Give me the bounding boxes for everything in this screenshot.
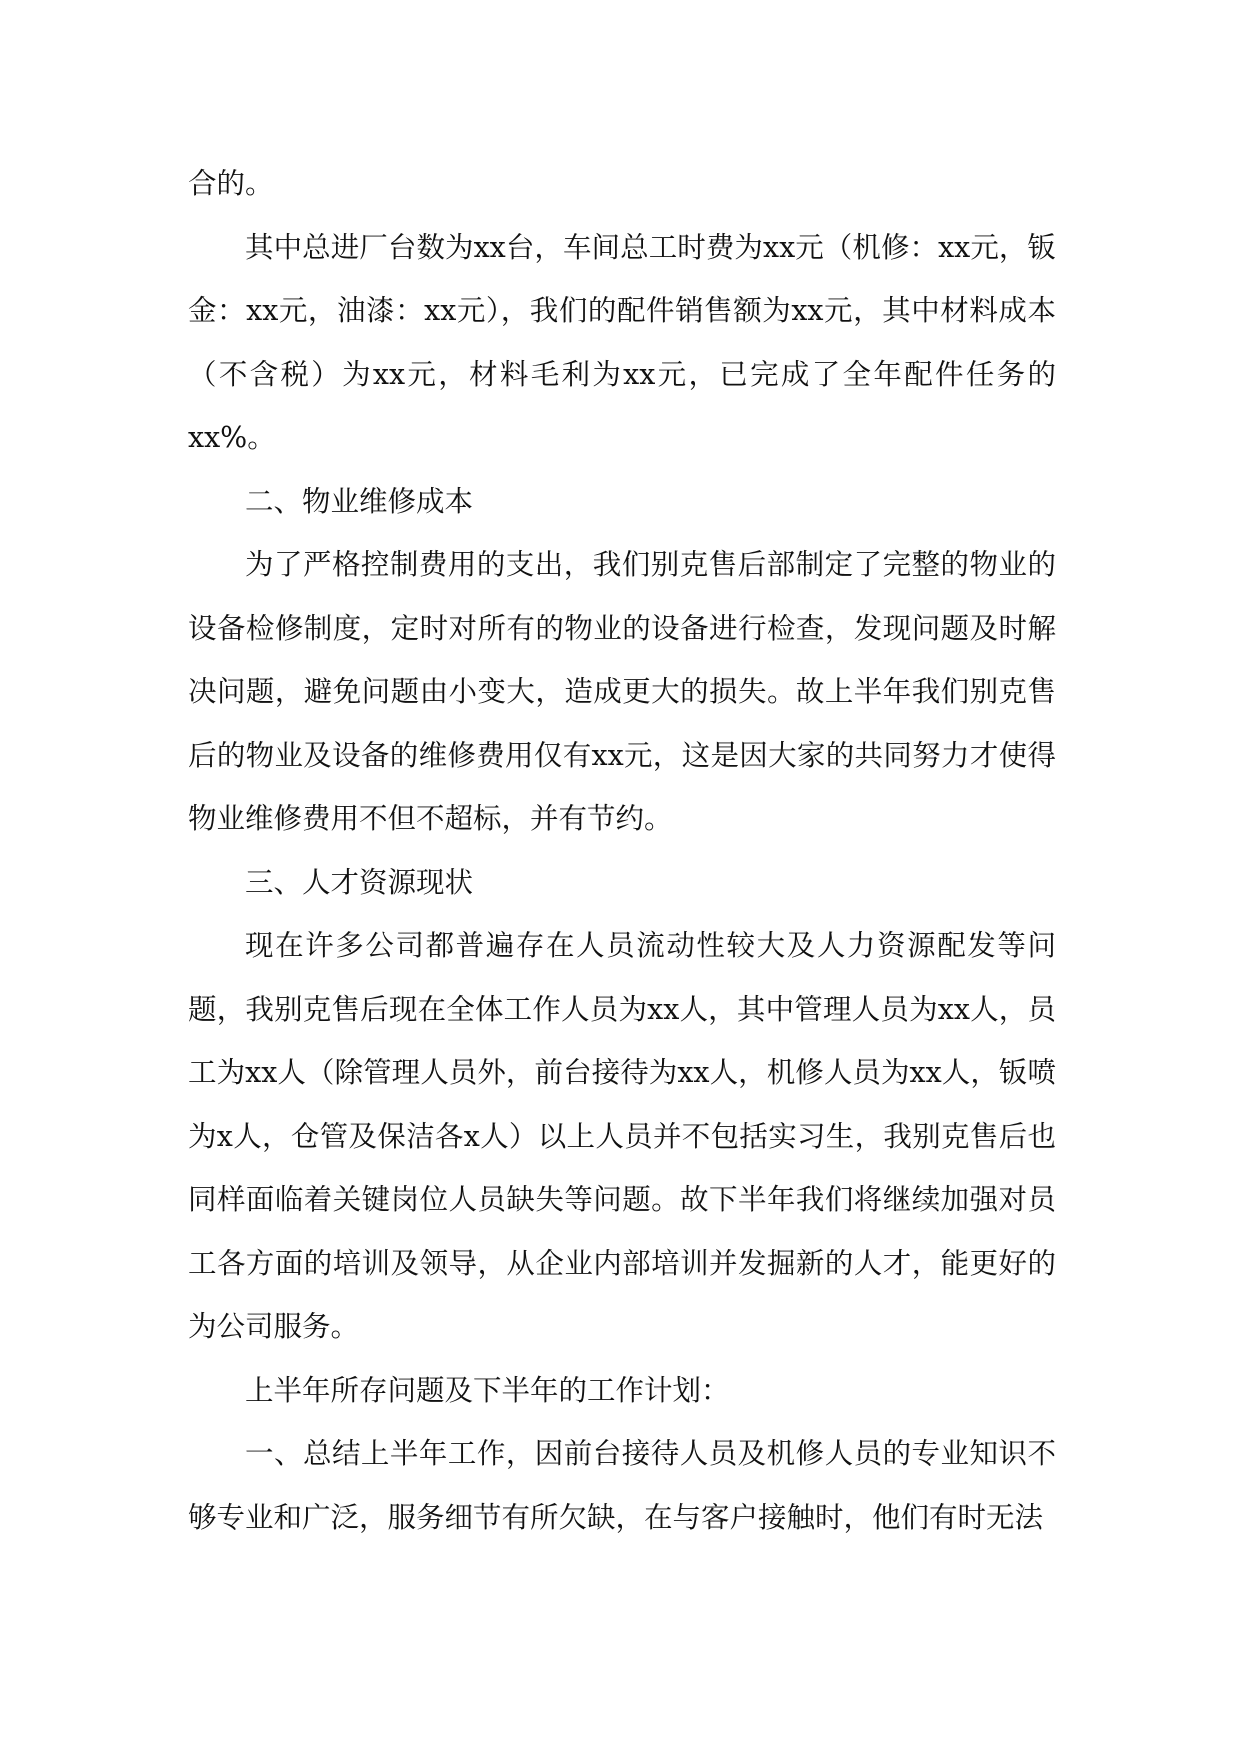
document-body: [188, 152, 1056, 1549]
paragraph-property-maintenance: 为了严格控制费用的支出，我们别克售后部制定了完整的物业的设备检修制度，定时对所有的物业的设备进行检查，发现问题及时解决问题，避免问题由小变大，造成更大的损失。故上半年我们别克售后的物业及设备的维修费用仅有xx元，这是因大家的共同努力才使得物业维修费用不但不超标，并有节约。: [188, 548, 1056, 835]
paragraph-continuation: 合的。: [188, 167, 274, 200]
section-heading-talent-resources: 三、人才资源现状: [245, 865, 474, 899]
paragraph-repair-figures: 其中总进厂台数为xx台，车间总工时费为xx元（机修：xx元，钣金：xx元，油漆：xx元），我们的配件销售额为xx元，其中材料成本（不含税）为xx元，材料毛利为xx元，已完成了全年配件任务的xx%。: [188, 230, 1056, 454]
paragraph-talent-resources: 现在许多公司都普遍存在人员流动性较大及人力资源配发等问题，我别克售后现在全体工作人员为xx人，其中管理人员为xx人，员工为xx人（除管理人员外，前台接待为xx人，机修人员为xx人，钣喷为x人，仓管及保洁各x人）以上人员并不包括实习生，我别克售后也同样面临着关键岗位人员缺失等问题。故下半年我们将继续加强对员工各方面的培训及领导，从企业内部培训并发掘新的人才，能更好的为公司服务。: [188, 929, 1056, 1343]
paragraph-summary-first-half: 一、总结上半年工作，因前台接待人员及机修人员的专业知识不够专业和广泛，服务细节有所欠缺，在与客户接触时，他们有时无法: [188, 1437, 1056, 1534]
section-heading-problems-and-plan: 上半年所存问题及下半年的工作计划：: [245, 1373, 730, 1407]
section-heading-property-maintenance: 二、物业维修成本: [245, 484, 474, 518]
